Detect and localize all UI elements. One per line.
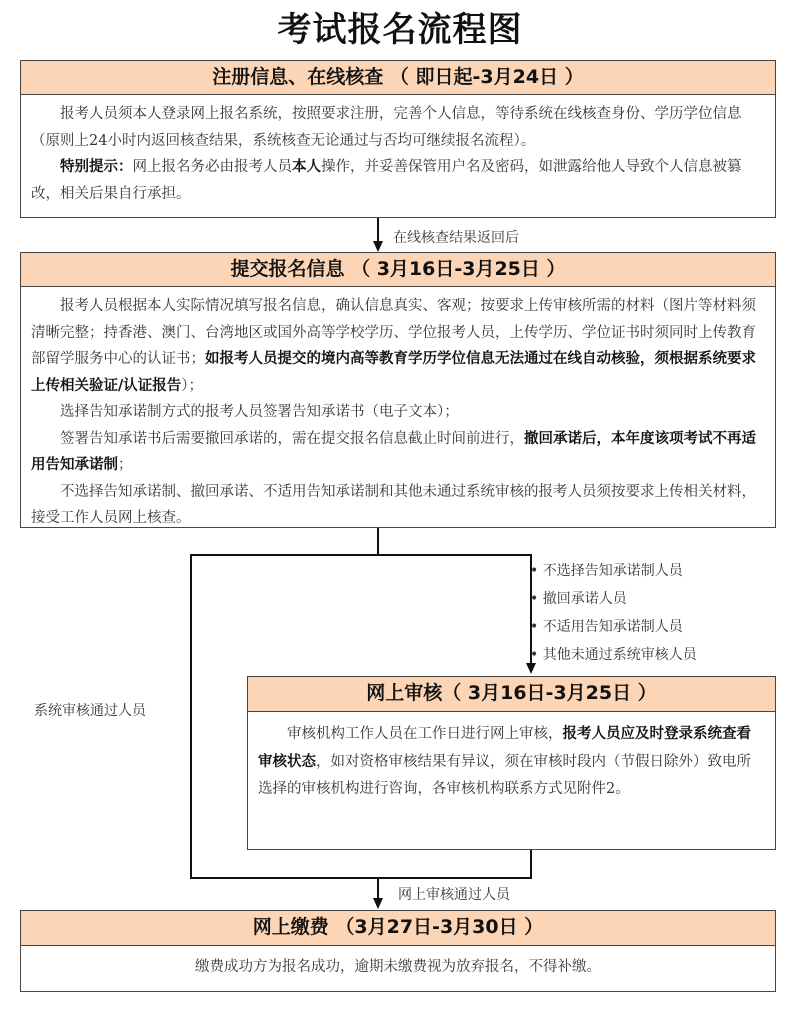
- page-title: 考试报名流程图: [277, 10, 523, 50]
- emphasis-text: 特别提示：: [60, 158, 133, 175]
- connector-line-1: [377, 218, 379, 242]
- branch-horizontal-top: [190, 554, 532, 556]
- merge-right-vertical: [530, 850, 532, 878]
- step-body-review: [248, 712, 775, 803]
- branch-left-vertical: [190, 554, 192, 878]
- arrow-head-1: [373, 241, 383, 252]
- body-text: ）；: [181, 377, 204, 394]
- body-text: 选择告知承诺制方式的报考人员签署告知承诺书（电子文本）；: [60, 404, 459, 420]
- step-paragraph: [31, 101, 765, 154]
- body-text: 报考人员须本人登录网上报名系统，按照要求注册，完善个人信息，等待系统在线核查身份、学历学位信息（原则上24小时内返回核查结果，系统核查无论通过与否均可继续报名流程）。: [31, 106, 742, 149]
- step-header-register: 注册信息、在线核查 （ 即日起-3月24日 ）: [21, 61, 775, 95]
- step-box-register: [20, 60, 776, 218]
- step-paragraph: [31, 426, 765, 479]
- step-box-submit: [20, 252, 776, 528]
- step-paragraph: [31, 154, 765, 207]
- step-box-review: [247, 676, 776, 850]
- group-item: • 撤回承诺人员: [530, 585, 697, 613]
- emphasis-text: 报考人员应及时登录系统查看审核状态: [258, 725, 751, 770]
- step-box-payment: [20, 910, 776, 992]
- merge-horizontal-bottom: [190, 877, 532, 879]
- emphasis-text: 如报考人员提交的境内高等教育学历学位信息无法通过在线自动核验，须根据系统要求上传相关验证/认证报告: [31, 350, 756, 394]
- body-text: 操作，并妥善保管用户名及密码，如泄露给他人导致个人信息被篡改，相关后果自行承担。: [31, 159, 742, 202]
- step-body-submit: [21, 287, 775, 532]
- manual-review-groups: [530, 557, 697, 669]
- group-item: • 其他未通过系统审核人员: [530, 641, 697, 669]
- connector-label-system-pass: 系统审核通过人员: [34, 703, 146, 719]
- emphasis-text: 本人: [292, 158, 321, 175]
- body-text: ，如对资格审核结果有异议，须在审核时段内（节假日除外）致电所选择的审核机构进行咨询，各审核机构联系方式见附件2。: [258, 754, 751, 797]
- body-text: 签署告知承诺书后需要撤回承诺的，需在提交报名信息截止时间前进行，: [60, 430, 524, 447]
- emphasis-text: 撤回承诺后，本年度该项考试不再适用告知承诺制: [31, 429, 756, 473]
- step-paragraph: [31, 399, 765, 426]
- step-paragraph: [258, 720, 765, 803]
- step-header-payment: 网上缴费 （3月27日-3月30日 ）: [21, 911, 775, 946]
- step-header-submit: 提交报名信息 （ 3月16日-3月25日 ）: [21, 253, 775, 287]
- body-text: 缴费成功方为报名成功，逾期未缴费视为放弃报名，不得补缴。: [195, 959, 601, 975]
- body-text: 报考人员根据本人实际情况填写报名信息，确认信息真实、客观；按要求上传审核所需的材料（图片等材料须清晰完整；持香港、澳门、台湾地区或国外高等学校学历、学位报考人员，上传学历、学位证书时须同时上传教育部留学服务中心的认证书；: [31, 298, 756, 367]
- step-body-register: [21, 95, 775, 207]
- connector-line-3: [377, 877, 379, 899]
- body-text: 审核机构工作人员在工作日进行网上审核，: [287, 726, 563, 742]
- step-paragraph: [31, 479, 765, 532]
- body-text: 网上报名务必由报考人员: [132, 159, 292, 175]
- step-header-review: 网上审核（ 3月16日-3月25日 ）: [248, 677, 775, 712]
- arrow-head-3: [373, 898, 383, 909]
- group-item: • 不选择告知承诺制人员: [530, 557, 697, 585]
- connector-label-review-pass: 网上审核通过人员: [398, 887, 510, 903]
- body-text: ；: [118, 457, 133, 473]
- connector-line-2: [377, 528, 379, 555]
- connector-label-after-check: 在线核查结果返回后: [393, 230, 519, 246]
- step-paragraph: [31, 293, 765, 399]
- step-paragraph: [31, 954, 765, 981]
- body-text: 不选择告知承诺制、撤回承诺、不适用告知承诺制和其他未通过系统审核的报考人员须按要求上传相关材料，接受工作人员网上核查。: [31, 483, 756, 526]
- step-body-payment: [21, 946, 775, 981]
- group-item: • 不适用告知承诺制人员: [530, 613, 697, 641]
